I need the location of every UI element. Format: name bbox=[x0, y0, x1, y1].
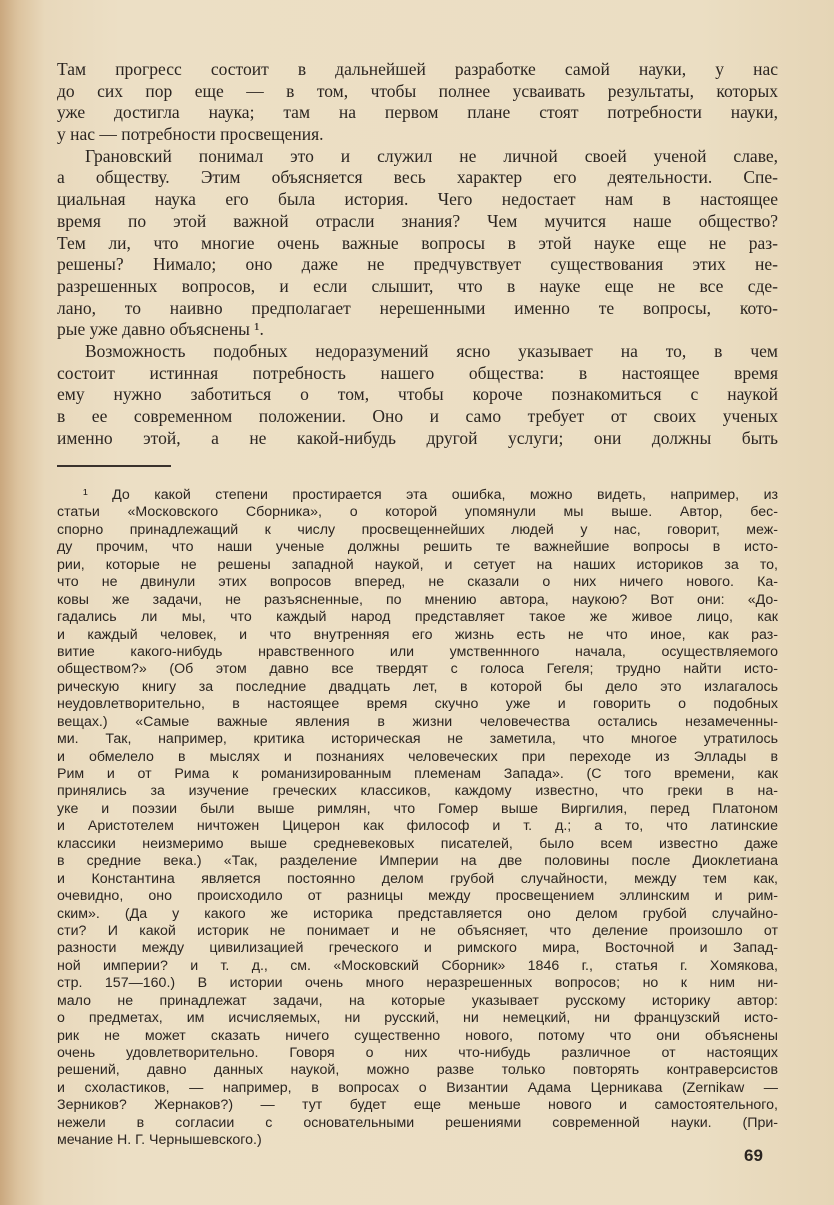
text-line: время по этой важной отрасли знания? Чем мучится наше общество? bbox=[57, 210, 778, 231]
footnote-line: рическую книгу за последние двадцать лет, в которой бы дело это излагалось bbox=[57, 678, 778, 695]
footnote-line: статьи «Московского Сборника», о которой упомянули мы выше. Автор, бес- bbox=[57, 504, 778, 521]
footnote-line: Рим и от Рима к романизированным племенам Запада». (С того времени, как bbox=[57, 766, 778, 782]
footnote-line: ми. Так, например, критика историческая не заметила, что многое утратилось bbox=[57, 731, 778, 748]
text-line: циальная наука его была история. Чего недостает нам в настоящее bbox=[57, 189, 778, 210]
footnote-line: ной империи? и т. д., см. «Московский Сборник» 1846 г., статья г. Хомякова, bbox=[57, 957, 778, 974]
footnote-line: спорно принадлежащий к числу просвещеннейших людей у нас, говорит, меж- bbox=[57, 521, 778, 538]
footnote-line: о предметах, им исчисляемых, ни русский, ни немецкий, ни французский исто- bbox=[57, 1010, 778, 1027]
text-line: у нас — потребности просвещения. bbox=[57, 124, 324, 145]
footnote-line: и Константина является постоянно делом грубой случайности, между тем как, bbox=[57, 870, 778, 887]
footnote-line: ¹ До какой степени простирается эта ошибка, можно видеть, например, из bbox=[83, 487, 778, 503]
main-text bbox=[57, 59, 778, 449]
footnote-line: гадались ли мы, что каждый народ представляет такое же живое лицо, как bbox=[57, 609, 778, 626]
text-line: рые уже давно объяснены ¹. bbox=[57, 319, 264, 340]
text-line: в ее современном положении. Оно и само требует от своих ученых bbox=[57, 406, 778, 426]
footnote bbox=[57, 487, 778, 1150]
footnote-line: очевидно, оно происходило от разницы между просвещением эллинским и рим- bbox=[57, 888, 778, 905]
footnote-line: ским». (Да у какого же историка представляется оно делом грубой случайно- bbox=[57, 905, 778, 922]
footnote-line: решений, давно данных наукой, можно разве только повторять контраверсистов bbox=[57, 1062, 778, 1079]
footnote-line: и Аристотелем ничтожен Цицерон как философ и т. д.; а то, что латинские bbox=[57, 818, 778, 835]
footnote-line: мало не принадлежат задачи, на которые указывает русскому историку автор: bbox=[57, 992, 778, 1009]
footnote-line: принялись за изучение греческих классиков, каждому известно, что греки в на- bbox=[57, 783, 778, 800]
text-line: именно этой, а не какой-нибудь другой услуги; они должны быть bbox=[57, 427, 778, 448]
text-line: лано, то наивно предполагает нерешенными именно те вопросы, кото- bbox=[57, 297, 778, 318]
footnote-line: и схоластиков, — например, в вопросах о Византии Адама Церникава (Zernikaw — bbox=[57, 1079, 778, 1096]
footnote-line: вещах.) «Самые важные явления в жизни человечества остались незамеченны- bbox=[57, 713, 778, 730]
footnote-line: очень удовлетворительно. Говоря о них что-нибудь различное от настоящих bbox=[57, 1045, 778, 1061]
footnote-line: рик не может сказать ничего существенно нового, потому что они объяснены bbox=[57, 1027, 778, 1044]
footnote-line: и обмелело в мыслях и познаниях человеческих при переходе из Эллады в bbox=[57, 748, 778, 765]
footnote-line: классики неизмеримо выше средневековых писателей, было всем известно даже bbox=[57, 835, 778, 852]
footnote-line: в средние века.) «Так, разделение Империи на две половины после Диоклетиана bbox=[57, 853, 778, 870]
footnote-line: рии, которые не решены западной наукой, и сетует на наших историков за то, bbox=[57, 556, 778, 573]
text-line: состоит истинная потребность нашего общества: в настоящее время bbox=[57, 362, 778, 383]
footnote-line: сти? И какой историк не понимает и не объясняет, что деление произошло от bbox=[57, 922, 778, 939]
footnote-line: неудовлетворительно, в настоящее время скучно уже и говорить о подобных bbox=[57, 696, 778, 713]
footnote-line: витие какого-нибудь нравственного или умственнного начала, осуществляемого bbox=[57, 643, 778, 660]
footnote-line: обществом?» (Об этом давно все твердят с голоса Гегеля; трудно найти исто- bbox=[57, 661, 778, 678]
footnote-line: ду прочим, что наши ученые должны решить те важнейшие вопросы в исто- bbox=[57, 539, 778, 556]
footnote-divider bbox=[57, 465, 171, 467]
text-line: решены? Нимало; оно даже не предчувствует существования этих не- bbox=[57, 254, 778, 275]
footnote-line: нежели в согласии с основательными решениями современной науки. (При- bbox=[57, 1114, 778, 1131]
text-line: до сих пор еще — в том, чтобы полнее усваивать результаты, которых bbox=[57, 80, 778, 101]
footnote-line: разности между цивилизацией греческого и римского мира, Восточной и Запад- bbox=[57, 940, 778, 957]
text-line: Тем ли, что многие очень важные вопросы в этой науке еще не раз- bbox=[57, 232, 778, 253]
text-line: ему нужно заботиться о том, чтобы короче познакомиться с наукой bbox=[57, 384, 778, 405]
text-line: Грановский понимал это и служил не личной своей ученой славе, bbox=[85, 145, 778, 166]
footnote-line: ковы же задачи, не разъясненные, по мнению автора, наукою? Вот они: «До- bbox=[57, 591, 778, 608]
text-line: а обществу. Этим объясняется весь характер его деятельности. Спе- bbox=[57, 167, 778, 188]
footnote-line: уке и поэзии были выше римлян, что Гомер выше Виргилия, перед Платоном bbox=[57, 800, 778, 817]
footnote-line: Зерников? Жернаков?) — тут будет еще меньше нового и самостоятельного, bbox=[57, 1097, 778, 1114]
footnote-line: и каждый человек, и что внутренняя его жизнь есть не что иное, как раз- bbox=[57, 626, 778, 643]
footnote-line: что не двинули этих вопросов вперед, не сказали о них ничего нового. Ка- bbox=[57, 574, 778, 591]
text-line: Возможность подобных недоразумений ясно указывает на то, в чем bbox=[85, 340, 778, 361]
text-line: уже достигла наука; там на первом плане стоят потребности науки, bbox=[57, 102, 778, 123]
text-line: разрешенных вопросов, и если слышит, что в науке еще не все сде- bbox=[57, 275, 778, 296]
text-line: Там прогресс состоит в дальнейшей разработке самой науки, у нас bbox=[57, 59, 778, 79]
footnote-line: мечание Н. Г. Чернышевского.) bbox=[57, 1132, 262, 1149]
footnote-line: стр. 157—160.) В истории очень много неразрешенных вопросов; но к ним ни- bbox=[57, 975, 778, 992]
page-number: 69 bbox=[744, 1146, 763, 1165]
